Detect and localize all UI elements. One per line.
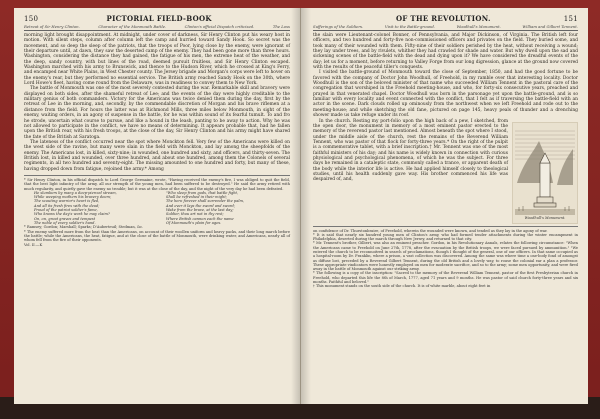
left-poem xyxy=(24,191,290,225)
poem-column-left xyxy=(34,191,158,225)
footnote-rule xyxy=(24,175,290,176)
left-subhead: The Loss xyxy=(272,24,290,29)
open-book xyxy=(14,8,588,404)
poem-line: Of Monmouth's plain for ages. xyxy=(166,220,222,225)
poem-line: The hero forever shall surrender the palm, xyxy=(166,199,245,204)
poem-line: And all its fresh fires with the dead; xyxy=(34,203,100,208)
right-footnote: * Mr. Tennent's brother, Gilbert, was also an eminent preacher. Gordon, in his Revolutionary Annals, relates the following circumstance: "When the Americans came to Freehold on June 27th, 1778, after the evacuation by the British troops, we were faced pursued by ammunition." "We entered the church to be reconnoitred in search of proclamations, though I thought of the general, one of our officers. In that same occupied as a hospital-room by Dr. Franklin, where a prison, a vast collection was discovered. Among the same was where time a one-body fond of amongst as diffuse lost, preceded by a Reverend Gilbert Tennent, during the old British and a lovely way, to rouse the colonial ear a plan a professor. These appropriate vindicators were honestly employed on men for moderate sacrifice, and so to the army; some men opportunity, and were fired away in the battle of Monmouth against our striking army. xyxy=(313,241,578,272)
poem-line: Wake from the brave, at the last day; xyxy=(166,208,234,213)
right-page-number: 151 xyxy=(563,15,578,23)
right-footnote: on confidence of Dr. Thurstonbraire, of Freehold, wherein the wounded were known, and tended as they lay in the agony of war. xyxy=(313,228,548,233)
poem-line: Where British cannon each the name xyxy=(166,216,234,221)
poem-line: On, on, great graves and tempest xyxy=(34,216,96,221)
left-running-head xyxy=(24,14,290,23)
left-footnote: * Sir Henry Clinton, in his official dispatch to Lord George Germaine, wrote, "Having received the enemy's fire, I was obliged to quit the field, that the best light infantry of the army, all our strength of the young men, had been suffered to be destroyed." He said the army retired with much regularity, and quietly gave the enemy no trouble; but it was at the close of the day, and the night of the very day he had been defeated. xyxy=(24,177,290,191)
right-paragraph: the slain were Lieutenant-colonel Bonner, of Pennsylvania, and Major Dickinson, of Virginia. The British left four officers, and two hundred and forty-five non-commissioned officers and privates on the field. They buried some, and took many of their wounded with them. Fifty-nine of their soldiers perished by the heat, without receiving a wound; they lay under trees, and by rivulets, whither they had crawled for shade and water. But why dwell upon the sad and sickening scenes of the battle-field with the dead and dying upon it? We have considered the dreadful events of the day; let us for a moment, before returning to Valley Forge from our long digression, glance at the ground now covered with the results of the peaceful tiller's conquests. xyxy=(313,33,578,71)
left-footnote: * The enemy suffered more from the heat than the Americans, on account of their woollen uniform and heavy packs, and their long march before the battle; while the Americans, the heat, fatigue, and at the close of the battle of Monmouth, were drinking water, and Americans, nearly all of whom fell from the fire of their opponents. xyxy=(24,229,290,243)
poem-line: The noble of every soldier's hand. xyxy=(34,220,96,225)
poem-line: While weeping mothers his bravery deem; xyxy=(34,195,112,200)
right-footnote: * The following is a copy of the inscription: "Sacred to the memory of the Reverend William Tennent, pastor of the first Presbyterian church in Freehold, who departed this life the 8th of March, 1777, aged 71 years and 9 months. He was pastor of said church forty-three years and six months. Faithful and beloved." xyxy=(313,271,578,285)
poem-line: Proud of the patriot soldier's fame, xyxy=(34,208,98,213)
right-subheads xyxy=(313,23,578,31)
right-running-title: OF THE REVOLUTION. xyxy=(396,14,491,23)
left-subhead: Clinton's official Dispatch criticised. xyxy=(184,24,255,29)
right-subhead: Woodhull's Monument. xyxy=(456,24,501,29)
left-subhead: Retreat of Sir Henry Clinton. xyxy=(24,24,80,29)
left-running-title: PICTORIAL FIELD-BOOK xyxy=(106,14,212,23)
right-subhead: William and Gilbert Tennent. xyxy=(522,24,578,29)
footnote-rule xyxy=(313,226,578,227)
poem-line: Shall be refreshed in their might; xyxy=(166,195,228,200)
right-footnote: † This monument stands on the south side of the church. It is of white marble, about eight feet in xyxy=(313,284,491,289)
left-body-text xyxy=(24,33,290,172)
left-subhead: Character of the Monmouth Battle. xyxy=(98,24,167,29)
right-paragraph: In the church. Resting my port-folio upon the high back of a pew, I sketched, from the open door, the monument in memory of a most eminent pastor erected to the memory of the reverend pastor last mentioned. Almost beneath the spot where I stood, under the middle aisle of the church, rest the remains of the Reverend William Tennent, who was pastor of that flock for forty-three years.* On the right of the pulpit is a commemorative tablet, with a brief inscription.† Mr. Tennent was one of the most faithful ministers of his day; and his name is widely known in connection with curious physiological and psychological phenomena, of which he was the subject. For three days he remained in a cataleptic state, commonly called a trance, or apparent death of the body while the interior life is active. He had applied himself closely to theological studies, until his health suddenly gave way. His brother commenced his life was despaired of, and, xyxy=(313,118,508,183)
right-paragraph: I visited the battle-ground of Monmouth toward the close of September, 1850, and had the good fortune to be favored with the company of Doctor John Woodhull, of Freehold, in my ramble over that interesting locality. Doctor Woodhull is the son of the beloved minister of that name who succeeded William Tennent in the pastoral care of the congregation that worshiped in the Freehold meeting-house, and who, for forty-six consecutive years, preached and prayed in that venerated chapel. Doctor Woodhull was born in the parsonage yet upon the battle-ground, and is so familiar with every locality and event connected with the conflict, that I felt as if traversing the battle-field with an actor in the scene. Dark clouds rolled up ominously from the northwest when we left Freehold and rode out to the meeting-house; and while sketching the old fane, pictured on page 145, heavy peals of thunder and a drenching shower made us take refuge under its roof. xyxy=(313,70,578,119)
right-footnote: * It is said that nearly six hundred young men of Clinton's army, who had formed tender attachments during the winter encampment in Philadelphia, deserted during the march through New Jersey, and returned to that city. xyxy=(313,232,578,242)
poem-line: "Who sleep from gods, that battle fight, xyxy=(166,190,239,195)
poem-line: And ever it lays the sword and sword; xyxy=(166,203,236,208)
poem-line: The scouting warrior's heart is fled, xyxy=(34,199,100,204)
poem-column-right xyxy=(166,191,290,225)
left-page-number: 150 xyxy=(24,15,39,23)
right-body-text xyxy=(313,33,578,221)
signature-mark: Vol. II.—K xyxy=(24,243,43,248)
left-paragraph: morning light brought disappointment. At midnight, under cover of darkness, Sir Henry Clinton put his weary host in motion. With silent steps, column after column left the camp and hurried toward Sandy Hook. So secret was the movement, and so deep the sleep of the patriots, that the troops of Poor, lying close by the enemy, were ignorant of their departure until, at dawn, they saw the deserted camp of the enemy. They had been gone more than three hours. Washington, considering the distance they had gained, the fatigue of his men, the extreme heat of the weather, and the deep, sandy country, with but lines of the road, deemed pursuit fruitless, and Sir Henry Clinton escaped. Washington marched with his army to Brunswick, and thence to the Hudson River, which he crossed at King's Ferry, and encamped near White Plains, in West Chester county. The Jersey brigade and Morgan's corps were left to hover on the enemy's rear, but they performed no essential service. The British army reached Sandy Hook on the 30th, where Lord Howe's fleet, having come round from the Delaware, was in readiness to convey them to New York. xyxy=(24,33,290,87)
left-footnote: * Ramsey; Gordon; Marshall; Sparks; D'Auberteuil; Stedman, &c. xyxy=(24,225,144,230)
monument-engraving xyxy=(513,123,577,223)
left-paragraph: The battle of Monmouth was one of the most severely contested during the war. Remarkable skill and bravery were displayed on both sides, after the shameful retreat of Lee; and the events of the day were highly creditable to the military genius of both commanders. Victory for the Americans was twice denied them during the day, first by the retreat of Lee in the morning, and, secondly, by the commendable discretion of Morgan and his brave riflemen at a distance from the field. For hours the latter was at Richmond Mills, three miles below Monmouth, in sight of the enemy, waiting orders, in an agony of suspense in the battle, for he was within sound of its fearful tumult. To and fro he strode, uncertain what course to pursue, and like a hound in the leash, panting to be away to action. Why he was not allowed to participate in the conflict, we have no means of determining. It appears probable that, had he fallen upon the British rear, with his fresh troops, at the close of the day, Sir Henry Clinton and his army might have shared the fate of the British at Saratoga. xyxy=(24,86,290,140)
left-paragraph: The lateness of the conflict occurred near the spot where Monckton fell. Very few of the Americans were killed on the west side of the ravine, but many were slain in the field with Monckton, and lay among the sheepfolds of the enemy. The Americans lost, in killed, sixty-nine; in wounded, one hundred and sixty, and officers, and thirty-seven. The British lost, in killed and wounded, over three hundred, and about one hundred, among them the Colonels of several regiments, in all two hundred and seventy-eight. The missing amounted to one hundred and forty, but many of these, having dropped down from fatigue, rejoined the army.* Among xyxy=(24,139,290,172)
poem-line: He slumbers by many a deep-pierced stream, xyxy=(34,190,117,195)
woodhull-monument-illustration xyxy=(512,122,578,224)
right-subhead: Sufferings of the Soldiers. xyxy=(313,24,364,29)
poem-line: Who knows the day's work he may claim? xyxy=(34,212,110,217)
left-subheads xyxy=(24,23,290,31)
right-running-head xyxy=(313,14,578,23)
poem-line: Soldier, thou art not in thy rest; xyxy=(166,212,224,217)
right-page xyxy=(301,8,588,404)
figure-caption: Woodhull's Monument. xyxy=(524,216,566,221)
right-subhead: Visit to the Battle-ground. xyxy=(384,24,436,29)
left-page xyxy=(14,8,301,404)
